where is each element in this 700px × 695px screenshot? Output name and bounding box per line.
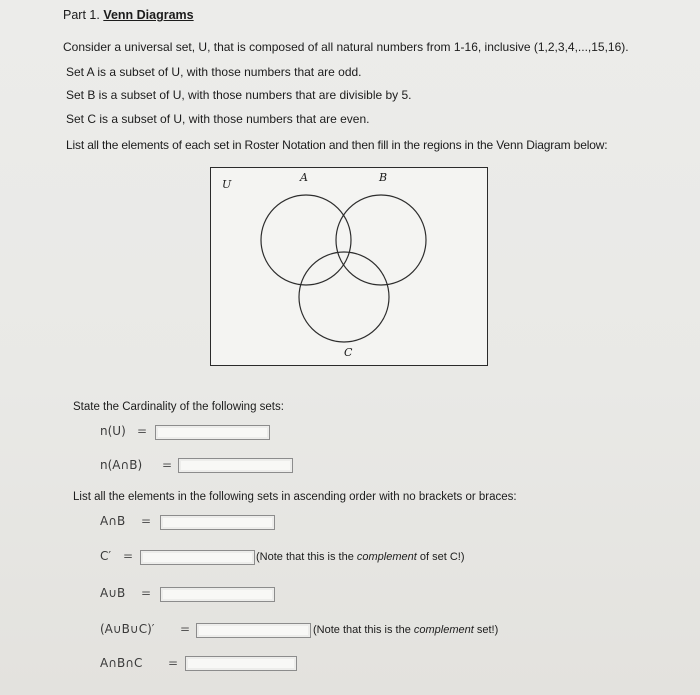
a-int-b-label: A∩B bbox=[100, 514, 126, 528]
cardinality-heading: State the Cardinality of the following sets: bbox=[73, 401, 284, 413]
a-union-b-equals: = bbox=[141, 586, 152, 600]
n-u-input[interactable] bbox=[155, 425, 270, 440]
a-union-b-label: A∪B bbox=[100, 586, 126, 600]
set-a-text: Set A is a subset of U, with those numbers that are odd. bbox=[66, 65, 362, 79]
n-u-label: n(U) bbox=[100, 424, 126, 438]
venn-circles bbox=[211, 168, 487, 365]
c-complement-equals: = bbox=[123, 549, 134, 563]
part-title: Venn Diagrams bbox=[103, 8, 194, 22]
a-int-b-int-c-input[interactable] bbox=[185, 656, 297, 671]
set-b-text: Set B is a subset of U, with those numbers that are divisible by 5. bbox=[66, 88, 412, 102]
circle-a bbox=[261, 195, 351, 285]
venn-label-b: B bbox=[379, 171, 388, 184]
a-int-b-int-c-label: A∩B∩C bbox=[100, 656, 143, 670]
elements-heading: List all the elements in the following sets in ascending order with no brackets or braces: bbox=[73, 491, 517, 503]
part-label: Part 1. bbox=[63, 8, 100, 22]
venn-diagram bbox=[210, 167, 488, 366]
n-a-int-b-equals: = bbox=[162, 458, 173, 472]
c-complement-note bbox=[256, 551, 465, 563]
aubuc-complement-input[interactable] bbox=[196, 623, 311, 638]
aubuc-complement-equals: = bbox=[180, 622, 191, 636]
aubuc-complement-note bbox=[313, 624, 498, 636]
c-complement-label: C′ bbox=[100, 549, 112, 563]
venn-label-a: A bbox=[300, 171, 308, 184]
part-heading bbox=[63, 8, 194, 22]
aubuc-note-emph: complement bbox=[413, 624, 474, 636]
a-int-b-int-c-equals: = bbox=[168, 656, 179, 670]
c-note-suffix: of set C!) bbox=[416, 551, 465, 563]
aubuc-note-prefix: (Note that this is the bbox=[313, 624, 414, 636]
aubuc-note-suffix: set!) bbox=[473, 624, 499, 636]
a-union-b-input[interactable] bbox=[160, 587, 275, 602]
set-c-text: Set C is a subset of U, with those numbers that are even. bbox=[66, 112, 370, 126]
c-complement-input[interactable] bbox=[140, 550, 255, 565]
venn-label-c: C bbox=[344, 346, 353, 359]
n-u-equals: = bbox=[137, 424, 148, 438]
a-int-b-equals: = bbox=[141, 514, 152, 528]
c-note-prefix: (Note that this is the bbox=[256, 551, 357, 563]
aubuc-complement-label: (A∪B∪C)′ bbox=[100, 622, 155, 636]
a-int-b-input[interactable] bbox=[160, 515, 275, 530]
c-note-emph: complement bbox=[356, 551, 417, 563]
n-a-int-b-input[interactable] bbox=[178, 458, 293, 473]
instruction-text: List all the elements of each set in Roster Notation and then fill in the regions in the Venn Diagram below: bbox=[66, 138, 608, 152]
n-a-int-b-label: n(A∩B) bbox=[100, 458, 143, 472]
venn-label-u: U bbox=[222, 178, 232, 191]
universal-set-text: Consider a universal set, U, that is composed of all natural numbers from 1-16, inclusive (1,2,3,4,...,15,16). bbox=[63, 40, 629, 54]
